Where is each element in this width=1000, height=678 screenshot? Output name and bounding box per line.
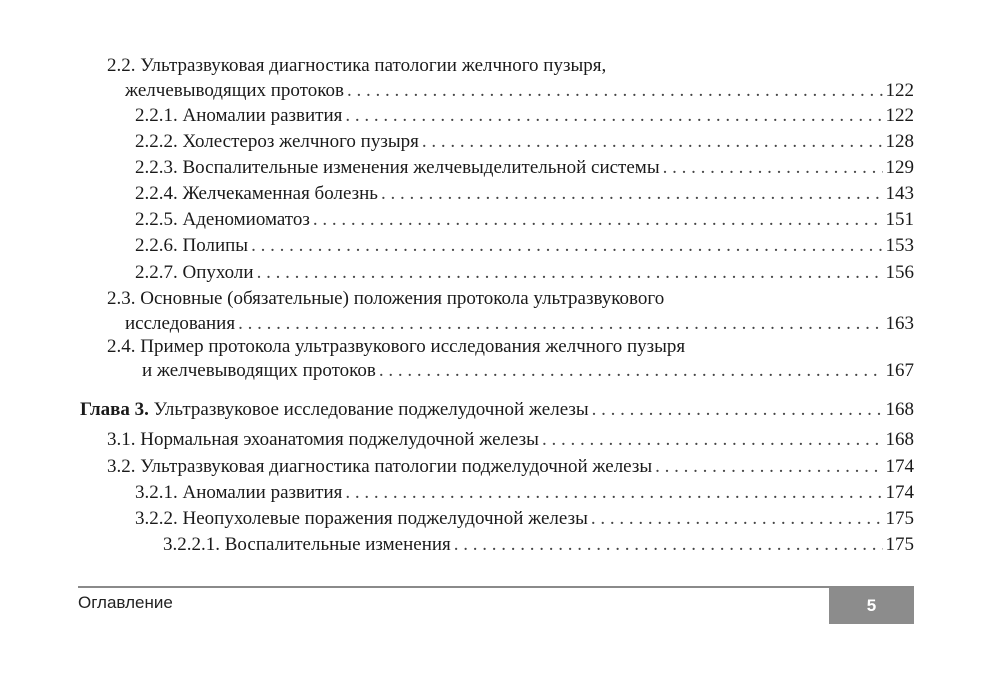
- toc-entry-2-2-5[interactable]: [135, 208, 914, 232]
- toc-page-number: 129: [885, 157, 914, 178]
- toc-page-number: 156: [885, 262, 914, 283]
- toc-page-number: 174: [885, 456, 914, 477]
- toc-entry-2-2-3[interactable]: [135, 156, 914, 180]
- toc-entry-3-2-2-1[interactable]: [163, 533, 914, 557]
- toc-page-number: 122: [885, 80, 914, 101]
- toc-entry-title: 3.2.1. Аномалии развития: [135, 482, 343, 503]
- toc-entry-3-2[interactable]: [107, 455, 914, 479]
- dot-leader: [345, 481, 882, 505]
- toc-entry-3-1[interactable]: [107, 428, 914, 452]
- dot-leader: [591, 507, 883, 531]
- toc-entry-2-4-line1: 2.4. Пример протокола ультразвукового исследования желчного пузыря: [107, 336, 686, 357]
- toc-page-number: 175: [885, 534, 914, 555]
- dot-leader: [345, 104, 882, 128]
- toc-entry-title: и желчевыводящих протоков: [142, 360, 376, 381]
- dot-leader: [655, 455, 882, 479]
- toc-entry-2-2-line1: 2.2. Ультразвуковая диагностика патологии желчного пузыря,: [107, 55, 607, 76]
- toc-page-number: 167: [885, 360, 914, 381]
- dot-leader: [592, 398, 883, 422]
- toc-entry-3-2-2[interactable]: [135, 507, 914, 531]
- toc-entry-title: 3.2.2. Неопухолевые поражения поджелудочной железы: [135, 508, 588, 529]
- dot-leader: [381, 182, 883, 206]
- toc-entry-2-3-line1: 2.3. Основные (обязательные) положения протокола ультразвукового: [107, 288, 665, 309]
- dot-leader: [542, 428, 883, 452]
- toc-page-number: 175: [885, 508, 914, 529]
- toc-page-number: 153: [885, 235, 914, 256]
- toc-page-number: 174: [885, 482, 914, 503]
- toc-entry-2-2-6[interactable]: [135, 234, 914, 258]
- toc-entry-title: 2.2.7. Опухоли: [135, 262, 254, 283]
- toc-entry-title: 2.2.4. Желчекаменная болезнь: [135, 183, 378, 204]
- toc-chapter-3[interactable]: [80, 398, 914, 422]
- dot-leader: [454, 533, 883, 557]
- toc-page-number: 128: [885, 131, 914, 152]
- toc-entry-2-2[interactable]: [125, 79, 914, 103]
- toc-entry-3-2-1[interactable]: [135, 481, 914, 505]
- dot-leader: [422, 130, 883, 154]
- chapter-label: Глава 3.: [80, 399, 149, 420]
- toc-entry-2-2-1[interactable]: [135, 104, 914, 128]
- footer-section-title: Оглавление: [78, 593, 173, 612]
- toc-entry-2-2-4[interactable]: [135, 182, 914, 206]
- toc-entry-title: 2.2.6. Полипы: [135, 235, 249, 256]
- page-number: 5: [866, 596, 877, 615]
- toc-entry-title: 2.2.2. Холестероз желчного пузыря: [135, 131, 419, 152]
- dot-leader: [379, 359, 883, 383]
- toc-page-number: 143: [885, 183, 914, 204]
- toc-page-number: 168: [885, 429, 914, 450]
- dot-leader: [257, 261, 883, 285]
- toc-entry-title: 2.2.3. Воспалительные изменения желчевыделительной системы: [135, 157, 660, 178]
- toc-entry-title: исследования: [125, 313, 236, 334]
- dot-leader: [313, 208, 883, 232]
- toc-entry-2-2-7[interactable]: [135, 261, 914, 285]
- toc-page-number: 151: [885, 209, 914, 230]
- page-number-box: [829, 588, 914, 624]
- footer-divider: [78, 586, 914, 588]
- dot-leader: [238, 312, 882, 336]
- dot-leader: [663, 156, 883, 180]
- toc-entry-title: 2.2.5. Аденомиоматоз: [135, 209, 310, 230]
- toc-page-number: 163: [885, 313, 914, 334]
- toc-entry-title: 3.2.2.1. Воспалительные изменения: [163, 534, 451, 555]
- toc-entry-title: 3.2. Ультразвуковая диагностика патологии поджелудочной железы: [107, 456, 653, 477]
- dot-leader: [347, 79, 883, 103]
- toc-entry-2-4[interactable]: [142, 359, 914, 383]
- toc-entry-title: желчевыводящих протоков: [125, 80, 344, 101]
- toc-entry-2-3[interactable]: [125, 312, 914, 336]
- toc-entry-title: Ультразвуковое исследование поджелудочной железы: [153, 399, 589, 420]
- toc-page-number: 122: [885, 105, 914, 126]
- toc-entry-title: 2.2.1. Аномалии развития: [135, 105, 343, 126]
- toc-entry-title: 3.1. Нормальная эхоанатомия поджелудочной железы: [107, 429, 539, 450]
- toc-page-number: 168: [885, 399, 914, 420]
- toc-entry-2-2-2[interactable]: [135, 130, 914, 154]
- dot-leader: [251, 234, 882, 258]
